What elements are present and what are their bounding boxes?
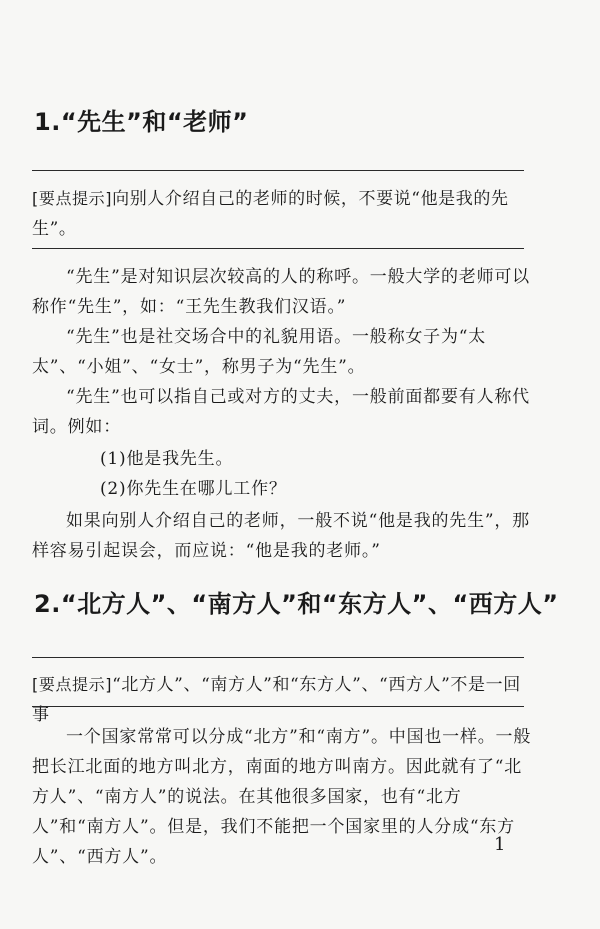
divider (32, 170, 524, 171)
key-point-text: 向别人介绍自己的老师的时候，不要说“他是我的先生”。 (32, 189, 509, 239)
example-sentence: (1)他是我先生。 (100, 449, 234, 469)
section-1-paragraph: “先生”是对知识层次较高的人的称呼。一般大学的老师可以称作“先生”，如：“王先生教我们汉语。” (32, 267, 530, 317)
section-1-paragraph: “先生”也可以指自己或对方的丈夫，一般前面都要有人称代词。例如： (32, 387, 530, 437)
section-1-heading: 1.“先生”和“老师” (34, 108, 249, 136)
divider (32, 706, 524, 707)
example-sentence: (2)你先生在哪儿工作？ (100, 479, 287, 499)
key-point-label: [要点提示] (32, 675, 113, 694)
section-2-key-point (32, 670, 532, 730)
section-2-heading: 2.“北方人”、“南方人”和“东方人”、“西方人” (34, 590, 559, 618)
divider (32, 248, 524, 249)
key-point-label: [要点提示] (32, 189, 113, 208)
section-1-paragraph: 如果向别人介绍自己的老师，一般不说“他是我的先生”，那样容易引起误会，而应说：“他是我的老师。” (32, 511, 530, 561)
divider (32, 657, 524, 658)
page-number: 1 (494, 834, 506, 855)
key-point-text: “北方人”、“南方人”和“东方人”、“西方人”不是一回事 (32, 675, 521, 725)
section-1-paragraph: “先生”也是社交场合中的礼貌用语。一般称女子为“太太”、“小姐”、“女士”，称男子为“先生”。 (32, 327, 487, 377)
section-2-paragraph: 一个国家常常可以分成“北方”和“南方”。中国也一样。一般把长江北面的地方叫北方，南面的地方叫南方。因此就有了“北方人”、“南方人”的说法。在其他很多国家，也有“北方人”和“南方人”。但是，我们不能把一个国家里的人分成“东方人”、“西方人”。 (32, 727, 532, 867)
section-1-key-point (32, 184, 532, 244)
